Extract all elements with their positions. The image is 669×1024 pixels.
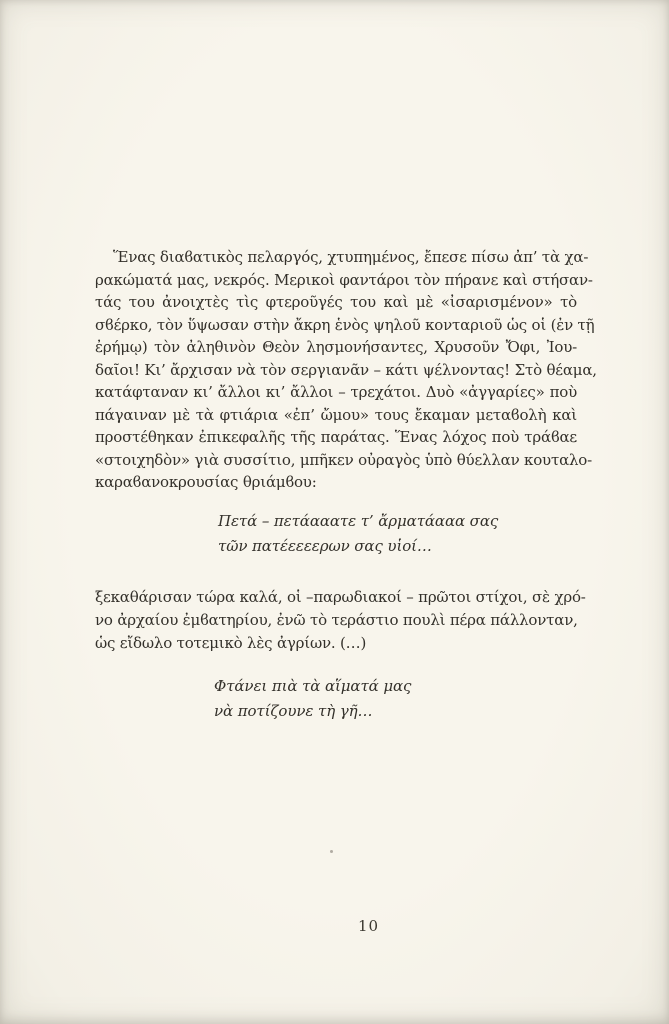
text-line: Ἕνας διαϐατικὸς πελαργός, χτυπημένος, ἔπεσε πίσω ἀπ’ τὰ χα- [113, 248, 589, 266]
text-line: νο ἀρχαίου ἐμϐατηρίου, ἐνῶ τὸ τεράστιο πουλὶ πέρα πάλλονταν, [95, 611, 578, 629]
text-line: κατάφταναν κι’ ἄλλοι κι’ ἄλλοι – τρεχάτοι. Δυὸ «ἀγγαρίες» ποὺ [95, 383, 577, 401]
text-line: ρακώματά μας, νεκρός. Μερικοὶ φαντάροι τὸν πήρανε καὶ στήσαν- [95, 270, 593, 289]
text-line: ὡς εἴδωλο τοτεμικὸ λὲς ἀγρίων. (…) [95, 634, 367, 652]
text-line: προστέθηκαν ἐπικεφαλῆς τῆς παράτας. Ἕνας λόχος ποὺ τράϐαε [95, 428, 577, 446]
text-line: ξεκαθάρισαν τώρα καλά, οἱ –παρωδιακοί – πρῶτοι στίχοι, σὲ χρό- [95, 588, 586, 606]
text-line: πάγαιναν μὲ τὰ φτιάρια «ἐπ’ ὤμου» τους ἔκαμαν μεταϐολὴ καὶ [95, 405, 577, 424]
text-line: τάς του ἀνοιχτὲς τὶς φτεροῦγές του καὶ μὲ «ἰσαρισμένον» τὸ [95, 293, 577, 311]
scan-speck [330, 850, 333, 853]
text-line: ἐρήμῳ) τὸν ἀληθινὸν Θεὸν λησμονήσαντες, Χρυσοῦν Ὄφι, Ἰου- [95, 338, 577, 356]
verse-quote-1 [218, 509, 498, 558]
verse-line: τῶν πατέεεεερων σας υἱοί… [218, 536, 432, 555]
text-line: σϐέρκο, τὸν ὕψωσαν στὴν ἄκρη ἑνὸς ψηλοῦ κονταριοῦ ὡς οἱ (ἐν τῇ [95, 315, 595, 334]
text-line: καραϐανοκρουσίας θριάμϐου: [95, 473, 317, 491]
verse-line: Φτάνει πιὰ τὰ αἵματά μας [214, 677, 412, 695]
text-line: «στοιχηδὸν» γιὰ συσσίτιο, μπῆκεν οὐραγὸς ὑπὸ θύελλαν κουταλο- [95, 450, 593, 469]
page-number: 10 [358, 917, 380, 935]
verse-line: νὰ ποτίζουνε τὴ γῆ… [214, 701, 373, 720]
text-line: δαῖοι! Κι’ ἄρχισαν νὰ τὸν σεργιανᾶν – κάτι ψέλνοντας! Στὸ θέαμα, [95, 360, 597, 379]
body-paragraph-2 [95, 586, 586, 655]
verse-line: Πετά – πετάααατε τ’ ἄρματάααα σας [218, 512, 499, 530]
body-paragraph-1 [95, 246, 597, 494]
verse-quote-2 [214, 674, 411, 723]
